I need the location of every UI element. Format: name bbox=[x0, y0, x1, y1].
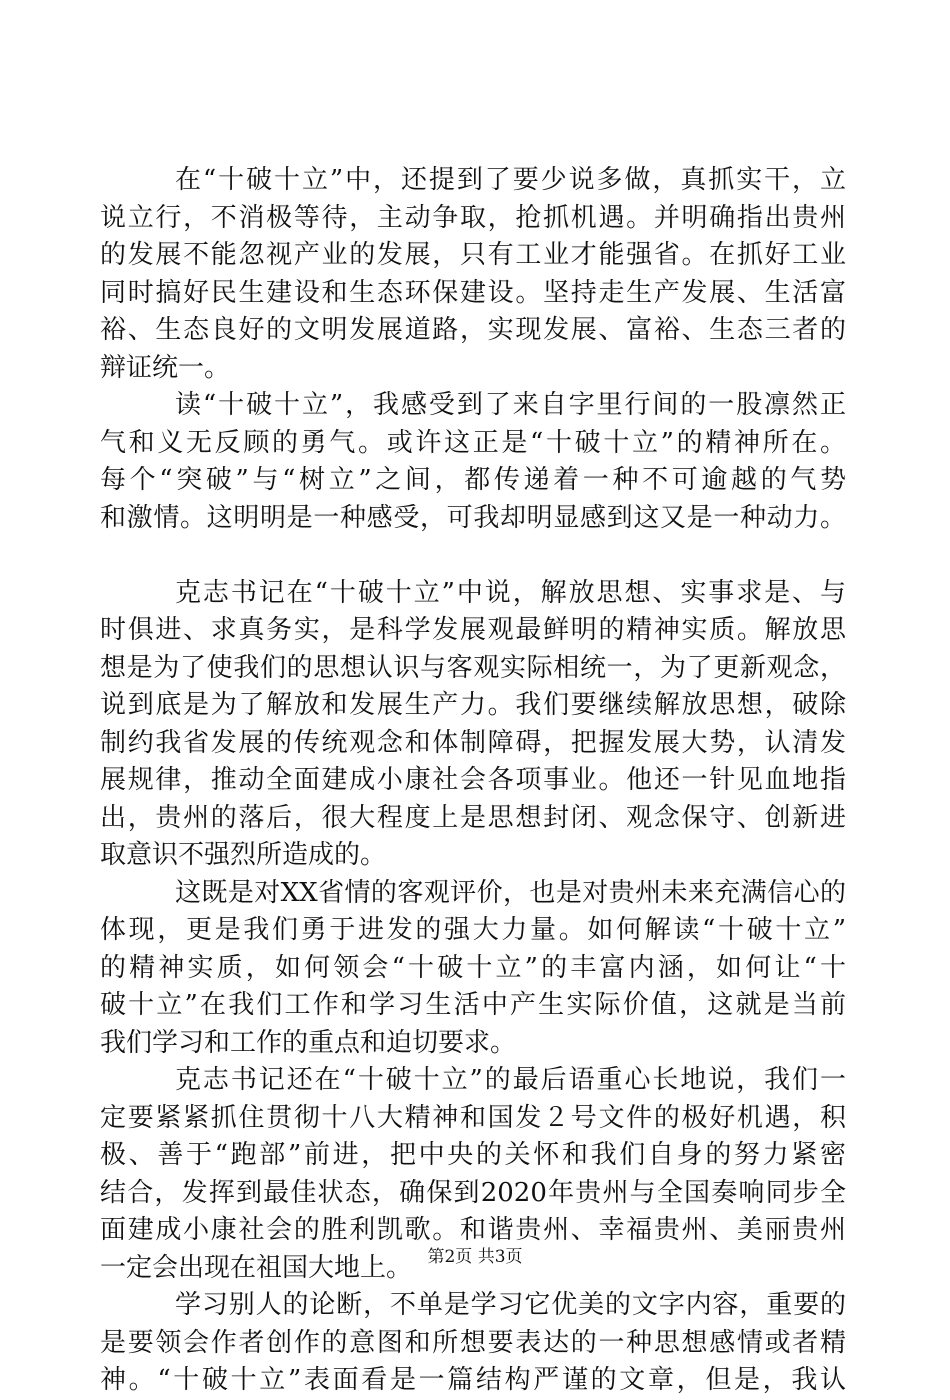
text-line: 裕、生态良好的文明发展道路，实现发展、富裕、生态三者的 bbox=[100, 315, 846, 345]
text-line: 克志书记还在“十破十立”的最后语重心长地说，我们一 bbox=[175, 1065, 846, 1095]
text-line: 和激情。这明明是一种感受，可我却明显感到这又是一种动力。 bbox=[100, 502, 846, 533]
text-line: 取意识不强烈所造成的。 bbox=[100, 840, 387, 870]
text-line: 神。“十破十立”表面看是一篇结构严谨的文章，但是，我认 bbox=[100, 1365, 846, 1395]
paragraph-3 bbox=[100, 575, 846, 875]
text-line: 的精神实质，如何领会“十破十立”的丰富内涵，如何让“十 bbox=[100, 952, 846, 983]
text-line: 说立行，不消极等待，主动争取，抢抓机遇。并明确指出贵州 bbox=[100, 202, 846, 233]
text-line: 是要领会作者创作的意图和所想要表达的一种思想感情或者精 bbox=[100, 1327, 846, 1358]
text-line: 这既是对XX省情的客观评价，也是对贵州未来充满信心的 bbox=[175, 877, 846, 908]
text-line: 在“十破十立”中，还提到了要少说多做，真抓实干，立 bbox=[175, 165, 846, 195]
text-line: 破十立”在我们工作和学习生活中产生实际价值，这就是当前 bbox=[100, 990, 846, 1020]
text-line: 克志书记在“十破十立”中说，解放思想、实事求是、与 bbox=[175, 577, 846, 608]
text-line: 每个“突破”与“树立”之间，都传递着一种不可逾越的气势 bbox=[100, 465, 846, 495]
text-line: 的发展不能忽视产业的发展，只有工业才能强省。在抓好工业 bbox=[100, 240, 846, 270]
text-line: 出，贵州的落后，很大程度上是思想封闭、观念保守、创新进 bbox=[100, 802, 846, 833]
text-line: 体现，更是我们勇于进发的强大力量。如何解读“十破十立” bbox=[100, 915, 846, 945]
text-line: 面建成小康社会的胜利凯歌。和谐贵州、幸福贵州、美丽贵州 bbox=[100, 1215, 846, 1245]
text-line: 同时搞好民生建设和生态环保建设。坚持走生产发展、生活富 bbox=[100, 277, 846, 308]
text-line: 展规律，推动全面建成小康社会各项事业。他还一针见血地指 bbox=[100, 765, 846, 795]
paragraph-2 bbox=[100, 387, 846, 537]
text-line: 极、善于“跑部”前进，把中央的关怀和我们自身的努力紧密 bbox=[100, 1140, 846, 1170]
paragraph-6 bbox=[100, 1287, 846, 1400]
paragraph-1 bbox=[100, 162, 846, 387]
paragraph-4 bbox=[100, 875, 846, 1063]
text-line: 学习别人的论断，不单是学习它优美的文字内容，重要的 bbox=[175, 1290, 846, 1320]
text-line: 读“十破十立”，我感受到了来自字里行间的一股凛然正 bbox=[175, 390, 846, 420]
text-line: 说到底是为了解放和发展生产力。我们要继续解放思想，破除 bbox=[100, 690, 846, 720]
text-line: 想是为了使我们的思想认识与客观实际相统一，为了更新观念， bbox=[100, 652, 846, 683]
document-body bbox=[100, 162, 846, 1400]
text-line: 气和义无反顾的勇气。或许这正是“十破十立”的精神所在。 bbox=[100, 427, 846, 458]
text-line: 结合，发挥到最佳状态，确保到2020年贵州与全国奏响同步全 bbox=[100, 1177, 846, 1208]
text-line: 我们学习和工作的重点和迫切要求。 bbox=[100, 1027, 517, 1058]
text-line: 辩证统一。 bbox=[100, 352, 231, 383]
page-number-footer: 第2页 共3页 bbox=[427, 1247, 523, 1267]
text-line: 制约我省发展的传统观念和体制障碍，把握发展大势，认清发 bbox=[100, 727, 846, 758]
text-line: 一定会出现在祖国大地上。 bbox=[100, 1252, 413, 1283]
text-line: 时俱进、求真务实，是科学发展观最鲜明的精神实质。解放思 bbox=[100, 615, 846, 645]
paragraph-spacer bbox=[100, 537, 846, 575]
text-line: 定要紧紧抓住贯彻十八大精神和国发２号文件的极好机遇，积 bbox=[100, 1102, 846, 1133]
